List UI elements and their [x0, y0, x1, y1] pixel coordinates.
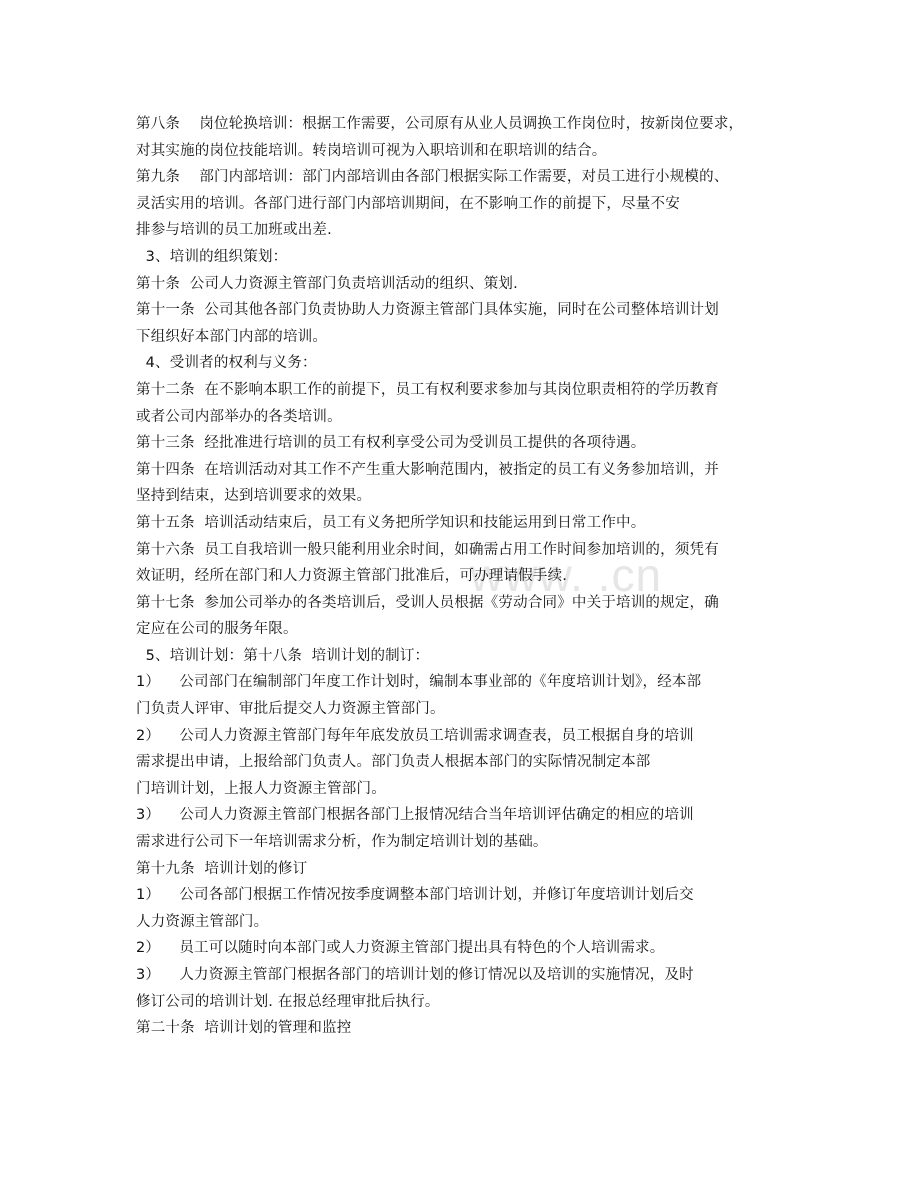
text-line: 5、培训计划：第十八条 培训计划的制订：	[136, 647, 430, 664]
text-line: 修订公司的培训计划. 在报总经理审批后执行。	[136, 993, 440, 1010]
text-line: 3） 公司人力资源主管部门根据各部门上报情况结合当年培训评估确定的相应的培训	[136, 807, 694, 824]
text-line: 定应在公司的服务年限。	[136, 621, 298, 638]
text-line: 坚持到结束，达到培训要求的效果。	[136, 488, 372, 505]
text-line: 4、受训者的权利与义务：	[136, 355, 317, 372]
text-line: 1） 公司部门在编制部门年度工作计划时，编制本事业部的《年度培训计划》，经本部	[136, 674, 702, 691]
text-line: 第十五条 培训活动结束后，员工有义务把所学知识和技能运用到日常工作中。	[136, 514, 646, 531]
text-line: 门负责人评审、审批后提交人力资源主管部门。	[136, 701, 445, 718]
text-line: 3、培训的组织策划：	[136, 248, 288, 265]
text-line: 需求提出申请，上报给部门负责人。部门负责人根据本部门的实际情况制定本部	[136, 754, 651, 771]
text-line: 第十二条 在不影响本职工作的前提下，员工有权利要求参加与其岗位职责相符的学历教育	[136, 381, 719, 398]
text-line: 效证明，经所在部门和人力资源主管部门批准后，可办理请假手续.	[136, 568, 568, 585]
text-line: 第十六条 员工自我培训一般只能利用业余时间，如确需占用工作时间参加培训的，须凭有	[136, 541, 719, 558]
text-line: 第十七条 参加公司举办的各类培训后，受训人员根据《劳动合同》中关于培训的规定，确	[136, 594, 719, 611]
text-line: 第九条 部门内部培训：部门内部培训由各部门根据实际工作需要，对员工进行小规模的、	[136, 169, 729, 186]
document-body	[136, 111, 796, 1042]
text-line: 需求进行公司下一年培训需求分析，作为制定培训计划的基础。	[136, 834, 548, 851]
text-line: 排参与培训的员工加班或出差.	[136, 222, 332, 239]
watermark-text: www. .cn	[470, 549, 663, 601]
text-line: 对其实施的岗位技能培训。转岗培训可视为入职培训和在职培训的结合。	[136, 142, 607, 159]
text-line: 门培训计划，上报人力资源主管部门。	[136, 780, 386, 797]
text-line: 第十三条 经批准进行培训的员工有权利享受公司为受训员工提供的各项待遇。	[136, 435, 646, 452]
text-line: 2） 员工可以随时向本部门或人力资源主管部门提出具有特色的个人培训需求。	[136, 940, 665, 957]
text-line: 下组织好本部门内部的培训。	[136, 328, 328, 345]
text-line: 1） 公司各部门根据工作情况按季度调整本部门培训计划，并修订年度培训计划后交	[136, 887, 694, 904]
text-line: 第十四条 在培训活动对其工作不产生重大影响范围内，被指定的员工有义务参加培训，并	[136, 461, 719, 478]
text-line: 或者公司内部举办的各类培训。	[136, 408, 342, 425]
text-line: 第十一条 公司其他各部门负责协助人力资源主管部门具体实施，同时在公司整体培训计划	[136, 302, 719, 319]
text-line: 人力资源主管部门。	[136, 913, 269, 930]
text-line: 灵活实用的培训。各部门进行部门内部培训期间，在不影响工作的前提下，尽量不安	[136, 195, 680, 212]
text-line: 第八条 岗位轮换培训：根据工作需要，公司原有从业人员调换工作岗位时，按新岗位要求，	[136, 116, 744, 132]
text-line: 3） 人力资源主管部门根据各部门的培训计划的修订情况以及培训的实施情况，及时	[136, 967, 694, 983]
text-line: 2） 公司人力资源主管部门每年年底发放员工培训需求调查表，员工根据自身的培训	[136, 727, 694, 744]
text-line: 第二十条 培训计划的管理和监控	[136, 1020, 352, 1037]
text-line: 第十九条 培训计划的修订	[136, 860, 308, 877]
text-line: 第十条 公司人力资源主管部门负责培训活动的组织、策划.	[136, 275, 518, 292]
